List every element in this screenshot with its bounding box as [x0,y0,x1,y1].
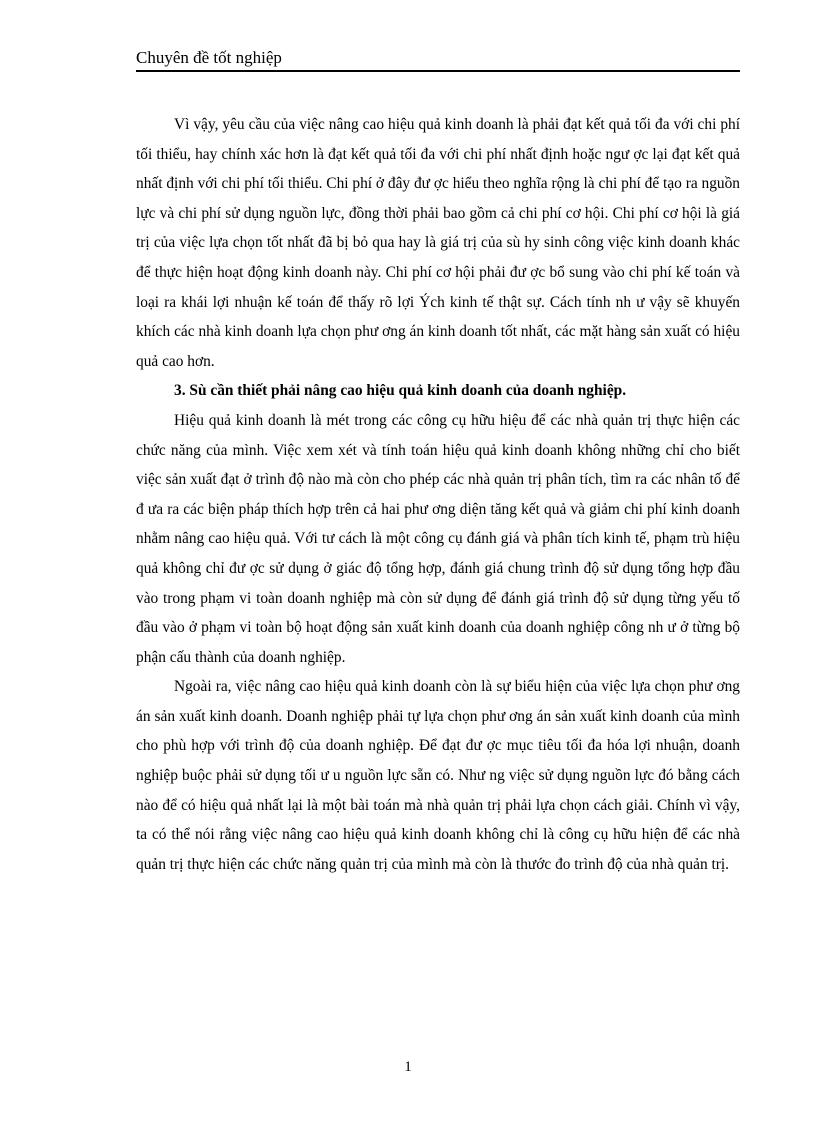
page-header [136,48,740,72]
paragraph: Vì vậy, yêu cầu của việc nâng cao hiệu quả kinh doanh là phải đạt kết quả tối đa với chi phí tối thiểu, hay chính xác hơn là đạt kết quả tối đa với chi phí nhất định hoặc ngư ợc lại đạt kết quả nhất định với chi phí tối thiểu. Chi phí ở đây đư ợc hiểu theo nghĩa rộng là chi phí để tạo ra nguồn lực và chi phí sử dụng nguồn lực, đồng thời phải bao gồm cả chi phí cơ hội. Chi phí cơ hội là giá trị của việc lựa chọn tốt nhất đã bị bỏ qua hay là giá trị của sù hy sinh công việc kinh doanh khác để thực hiện hoạt động kinh doanh này. Chi phí cơ hội phải đư ợc bổ sung vào chi phí kế toán và loại ra khái lợi nhuận kế toán để thấy rõ lợi Ých kinh tế thật sự. Cách tính nh ư vậy sẽ khuyến khích các nhà kinh doanh lựa chọn phư ơng án kinh doanh tốt nhất, các mặt hàng sản xuất có hiệu quả cao hơn. [136,116,740,370]
header-title: Chuyên đề tốt nghiệp [136,48,282,67]
paragraph: Ngoài ra, việc nâng cao hiệu quả kinh doanh còn là sự biểu hiện của việc lựa chọn phư ơng án sản xuất kinh doanh. Doanh nghiệp phải tự lựa chọn phư ơng án sản xuất kinh doanh của mình cho phù hợp với trình độ của doanh nghiệp. Để đạt đư ợc mục tiêu tối đa hóa lợi nhuận, doanh nghiệp buộc phải sử dụng tối ư u nguồn lực sẵn có. Như ng việc sử dụng nguồn lực đó bằng cách nào để có hiệu quả nhất lại là một bài toán mà nhà quản trị phải lựa chọn cách giải. Chính vì vậy, ta có thể nói rằng việc nâng cao hiệu quả kinh doanh không chỉ là công cụ hữu hiện để các nhà quản trị thực hiện các chức năng quản trị của mình mà còn là thước đo trình độ của nhà quản trị. [136,678,740,873]
page-number: 1 [404,1059,412,1075]
section-heading: 3. Sù cần thiết phải nâng cao hiệu quả kinh doanh của doanh nghiệp. [174,382,627,400]
paragraph: Hiệu quả kinh doanh là mét trong các công cụ hữu hiệu để các nhà quản trị thực hiện các chức năng của mình. Việc xem xét và tính toán hiệu quả kinh doanh không những chỉ cho biết việc sản xuất đạt ở trình độ nào mà còn cho phép các nhà quản trị phân tích, tìm ra các nhân tố để đ ưa ra các biện pháp thích hợp trên cả hai phư ơng diện tăng kết quả và giảm chi phí kinh doanh nhằm nâng cao hiệu quả. Với tư cách là một công cụ đánh giá và phân tích kinh tế, phạm trù hiệu quả không chỉ đư ợc sử dụng ở giác độ tổng hợp, đánh giá chung trình độ sử dụng tổng hợp đầu vào trong phạm vi toàn doanh nghiệp mà còn sử dụng để đánh giá trình độ sử dụng từng yếu tố đầu vào ở phạm vi toàn bộ hoạt động sản xuất kinh doanh của doanh nghiệp công nh ư ở từng bộ phận cấu thành của doanh nghiệp. [136,411,740,666]
page-body [136,110,740,879]
